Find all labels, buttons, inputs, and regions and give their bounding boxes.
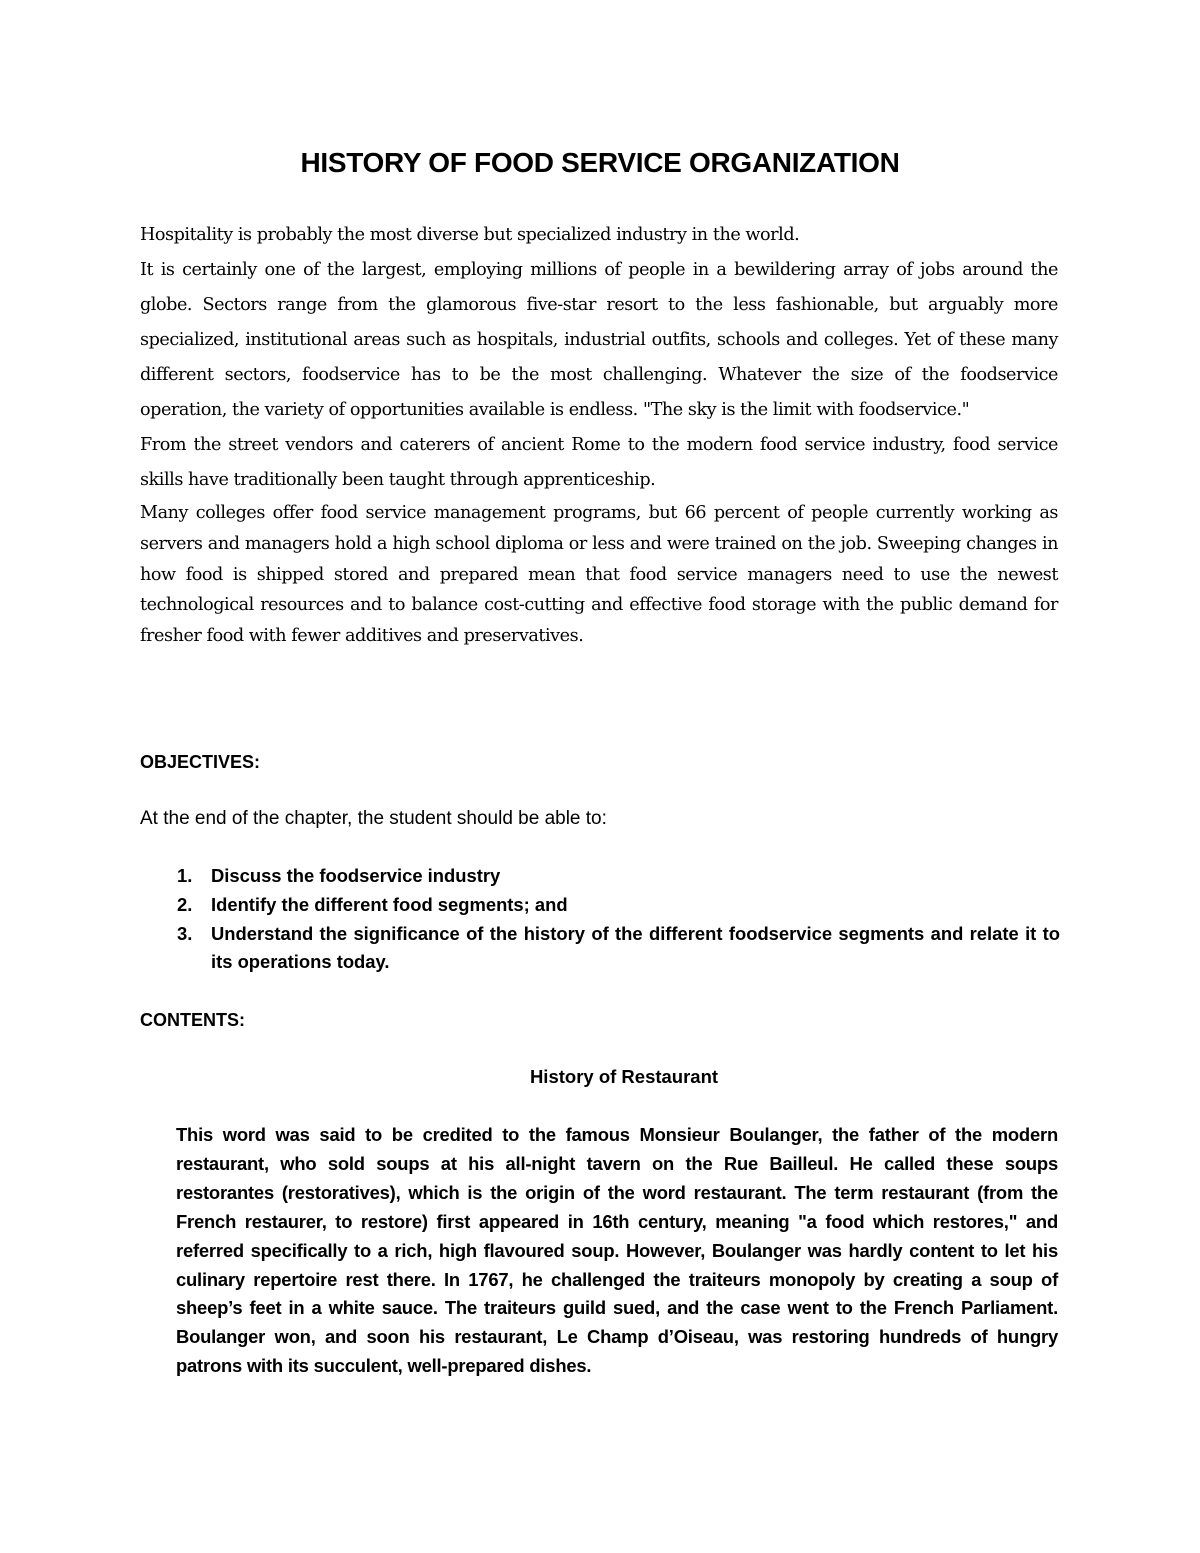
objective-text: Identify the different food segments; and xyxy=(211,893,568,915)
intro-paragraph: It is certainly one of the largest, employing millions of people in a bewildering array of jobs around the globe. Sectors range from the glamorous five-star resort to the less fashionable, but arguably more specialized, institutional areas such as hospitals, industrial outfits, schools and colleges. Yet of these many different sectors, foodservice has to be the most challenging. Whatever the size of the foodservice operation, the variety of opportunities available is endless. "The sky is the limit with foodservice." xyxy=(140,260,1058,420)
objective-number: 1. xyxy=(177,865,193,886)
objective-number: 3. xyxy=(177,922,193,944)
intro-section xyxy=(140,218,1058,652)
objective-text: Understand the significance of the history of the different foodservice segments and relate it to its operations today. xyxy=(211,922,1060,973)
section-body: This word was said to be credited to the famous Monsieur Boulanger, the father of the modern restaurant, who sold soups at his all-night tavern on the Rue Bailleul. He called these soups restorantes (restoratives), which is the origin of the word restaurant. The term restaurant (from the French restaurer, to restore) first appeared in 16th century, meaning "a food which restores," and referred specifically to a rich, high flavoured soup. However, Boulanger was hardly content to let his culinary repertoire rest there. In 1767, he challenged the traiteurs monopoly by creating a soup of sheep’s feet in a white sauce. The traiteurs guild sued, and the case went to the French Parliament. Boulanger won, and soon his restaurant, Le Champ d’Oiseau, was restoring hundreds of hungry patrons with its succulent, well-prepared dishes. xyxy=(176,1124,1058,1377)
contents-heading: CONTENTS: xyxy=(140,1010,245,1030)
objective-item xyxy=(140,862,1060,891)
intro-paragraph: Hospitality is probably the most diverse but specialized industry in the world. xyxy=(140,225,800,245)
intro-paragraph: Many colleges offer food service management programs, but 66 percent of people currently working as servers and managers hold a high school diploma or less and were trained on the job. Sweeping changes in how food is shipped stored and prepared mean that food service managers need to use the newest technological resources and to balance cost-cutting and effective food storage with the public demand for fresher food with fewer additives and preservatives. xyxy=(140,503,1058,647)
objective-item xyxy=(140,920,1060,978)
objective-item xyxy=(140,891,1060,920)
objective-text: Discuss the foodservice industry xyxy=(211,865,501,886)
objectives-lead: At the end of the chapter, the student should be able to: xyxy=(140,808,607,829)
section-title: History of Restaurant xyxy=(529,1066,719,1087)
objectives-list xyxy=(140,862,1060,977)
intro-paragraph: From the street vendors and caterers of ancient Rome to the modern food service industry, food service skills have traditionally been taught through apprenticeship. xyxy=(140,435,1058,490)
objective-number: 2. xyxy=(177,893,193,915)
document-title: HISTORY OF FOOD SERVICE ORGANIZATION xyxy=(300,147,900,178)
objectives-heading: OBJECTIVES: xyxy=(140,752,261,772)
